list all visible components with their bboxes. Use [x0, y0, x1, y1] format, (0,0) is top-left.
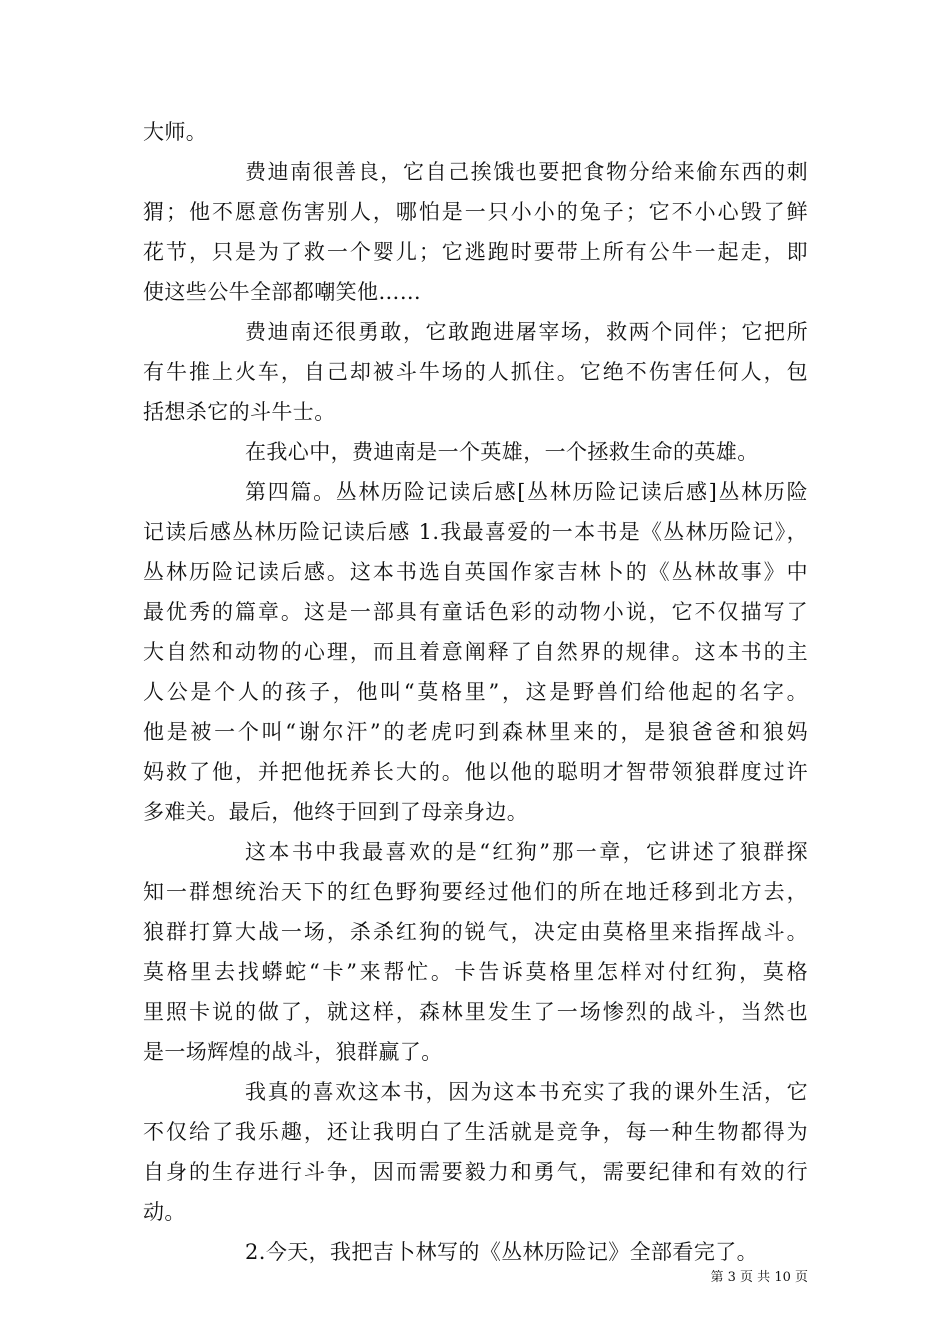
- paragraph-first-line: 在我心中，费迪南是一个英雄，一个拯救生命的英雄。: [245, 440, 759, 464]
- text-line: 狼群打算大战一场，杀杀红狗的锐气，决定由莫格里来指挥战斗。: [143, 920, 808, 944]
- paragraph-first-line: 费迪南还很勇敢，它敢跑进屠宰场，救两个同伴；它把所: [245, 320, 808, 344]
- text-line: 最优秀的篇章。这是一部具有童话色彩的动物小说，它不仅描写了: [143, 600, 808, 624]
- text-line: 花节，只是为了救一个婴儿；它逃跑时要带上所有公牛一起走，即: [143, 240, 808, 264]
- paragraph-first-line: 费迪南很善良，它自己挨饿也要把食物分给来偷东西的刺: [245, 160, 808, 184]
- text-line: 里照卡说的做了，就这样，森林里发生了一场惨烈的战斗，当然也: [143, 1000, 808, 1024]
- text-line: 使这些公牛全部都嘲笑他……: [143, 280, 422, 304]
- text-line: 动。: [143, 1200, 186, 1224]
- text-line: 知一群想统治天下的红色野狗要经过他们的所在地迁移到北方去，: [143, 880, 808, 904]
- text-line: 他是被一个叫“谢尔汗”的老虎叼到森林里来的，是狼爸爸和狼妈: [143, 720, 808, 744]
- text-line: 记读后感丛林历险记读后感 1.我最喜爱的一本书是《丛林历险记》，: [143, 520, 808, 544]
- text-line: 猬；他不愿意伤害别人，哪怕是一只小小的兔子；它不小心毁了鲜: [143, 200, 808, 224]
- text-line: 妈救了他，并把他抚养长大的。他以他的聪明才智带领狼群度过许: [143, 760, 808, 784]
- section-heading-line: 第四篇。丛林历险记读后感[丛林历险记读后感]丛林历险: [245, 480, 808, 504]
- text-line: 人公是个人的孩子，他叫“莫格里”，这是野兽们给他起的名字。: [143, 680, 808, 704]
- text-line: 丛林历险记读后感。这本书选自英国作家吉林卜的《丛林故事》中: [143, 560, 808, 584]
- page-number-footer: 第 3 页 共 10 页: [710, 1270, 808, 1285]
- text-line: 大师。: [143, 120, 208, 144]
- paragraph-first-line: 这本书中我最喜欢的是“红狗”那一章，它讲述了狼群探: [245, 840, 808, 864]
- text-line: 自身的生存进行斗争，因而需要毅力和勇气，需要纪律和有效的行: [143, 1160, 808, 1184]
- text-line: 莫格里去找蟒蛇“卡”来帮忙。卡告诉莫格里怎样对付红狗，莫格: [143, 960, 808, 984]
- paragraph-first-line: 我真的喜欢这本书，因为这本书充实了我的课外生活，它: [245, 1080, 808, 1104]
- paragraph-first-line: 2.今天，我把吉卜林写的《丛林历险记》全部看完了。: [245, 1240, 759, 1264]
- text-line: 有牛推上火车，自己却被斗牛场的人抓住。它绝不伤害任何人，包: [143, 360, 808, 384]
- text-line: 是一场辉煌的战斗，狼群赢了。: [143, 1040, 443, 1064]
- text-line: 多难关。最后，他终于回到了母亲身边。: [143, 800, 529, 824]
- text-line: 大自然和动物的心理，而且着意阐释了自然界的规律。这本书的主: [143, 640, 808, 664]
- text-line: 不仅给了我乐趣，还让我明白了生活就是竞争，每一种生物都得为: [143, 1120, 808, 1144]
- text-line: 括想杀它的斗牛士。: [143, 400, 336, 424]
